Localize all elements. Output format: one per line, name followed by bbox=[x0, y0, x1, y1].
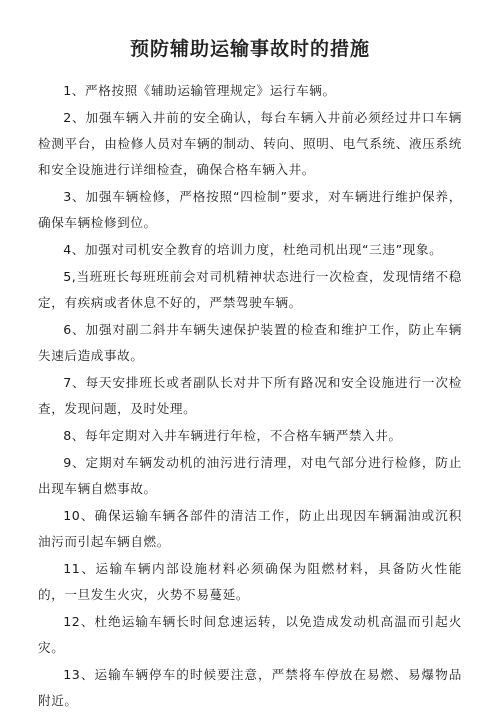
page-title: 预防辅助运输事故时的措施 bbox=[129, 38, 370, 60]
measure-item-4: 4、加强对司机安全教育的培训力度，杜绝司机出现“三违”现象。 bbox=[63, 242, 443, 257]
measure-item-8: 8、每年定期对入井车辆进行年检，不合格车辆严禁入井。 bbox=[63, 428, 402, 443]
measure-item-6: 6、加强对副二斜井车辆失速保护装置的检查和维护工作，防止车辆失速后造成事故。 bbox=[38, 322, 462, 363]
measure-item-11: 11、运输车辆内部设施材料必须确保为阻燃材料，具备防火性能的，一旦发生火灾，火势不易蔓延。 bbox=[38, 561, 462, 602]
measures-list bbox=[38, 78, 462, 714]
measure-item-3: 3、加强车辆检修，严格按照“四检制”要求，对车辆进行维护保养，确保车辆检修到位。 bbox=[38, 189, 462, 230]
measure-item-10: 10、确保运输车辆各部件的清洁工作，防止出现因车辆漏油或沉积油污而引起车辆自燃。 bbox=[38, 508, 462, 549]
measure-item-2: 2、加强车辆入井前的安全确认，每台车辆入井前必须经过井口车辆检测平台，由检修人员对车辆的制动、转向、照明、电气系统、液压系统和安全设施进行详细检查，确保合格车辆入井。 bbox=[38, 110, 462, 177]
measure-item-7: 7、每天安排班长或者副队长对井下所有路况和安全设施进行一次检查，发现问题，及时处理。 bbox=[38, 375, 462, 416]
measure-item-9: 9、定期对车辆发动机的油污进行清理，对电气部分进行检修，防止出现车辆自燃事故。 bbox=[38, 455, 462, 496]
measure-item-12: 12、杜绝运输车辆长时间怠速运转，以免造成发动机高温而引起火灾。 bbox=[38, 614, 462, 655]
measure-item-1: 1、严格按照《辅助运输管理规定》运行车辆。 bbox=[63, 83, 336, 98]
measure-item-13: 13、运输车辆停车的时候要注意，严禁将车停放在易燃、易爆物品附近。 bbox=[38, 667, 462, 708]
measure-item-5: 5,当班班长每班班前会对司机精神状态进行一次检查，发现情绪不稳定，有疾病或者休息不好的，严禁驾驶车辆。 bbox=[38, 269, 462, 310]
